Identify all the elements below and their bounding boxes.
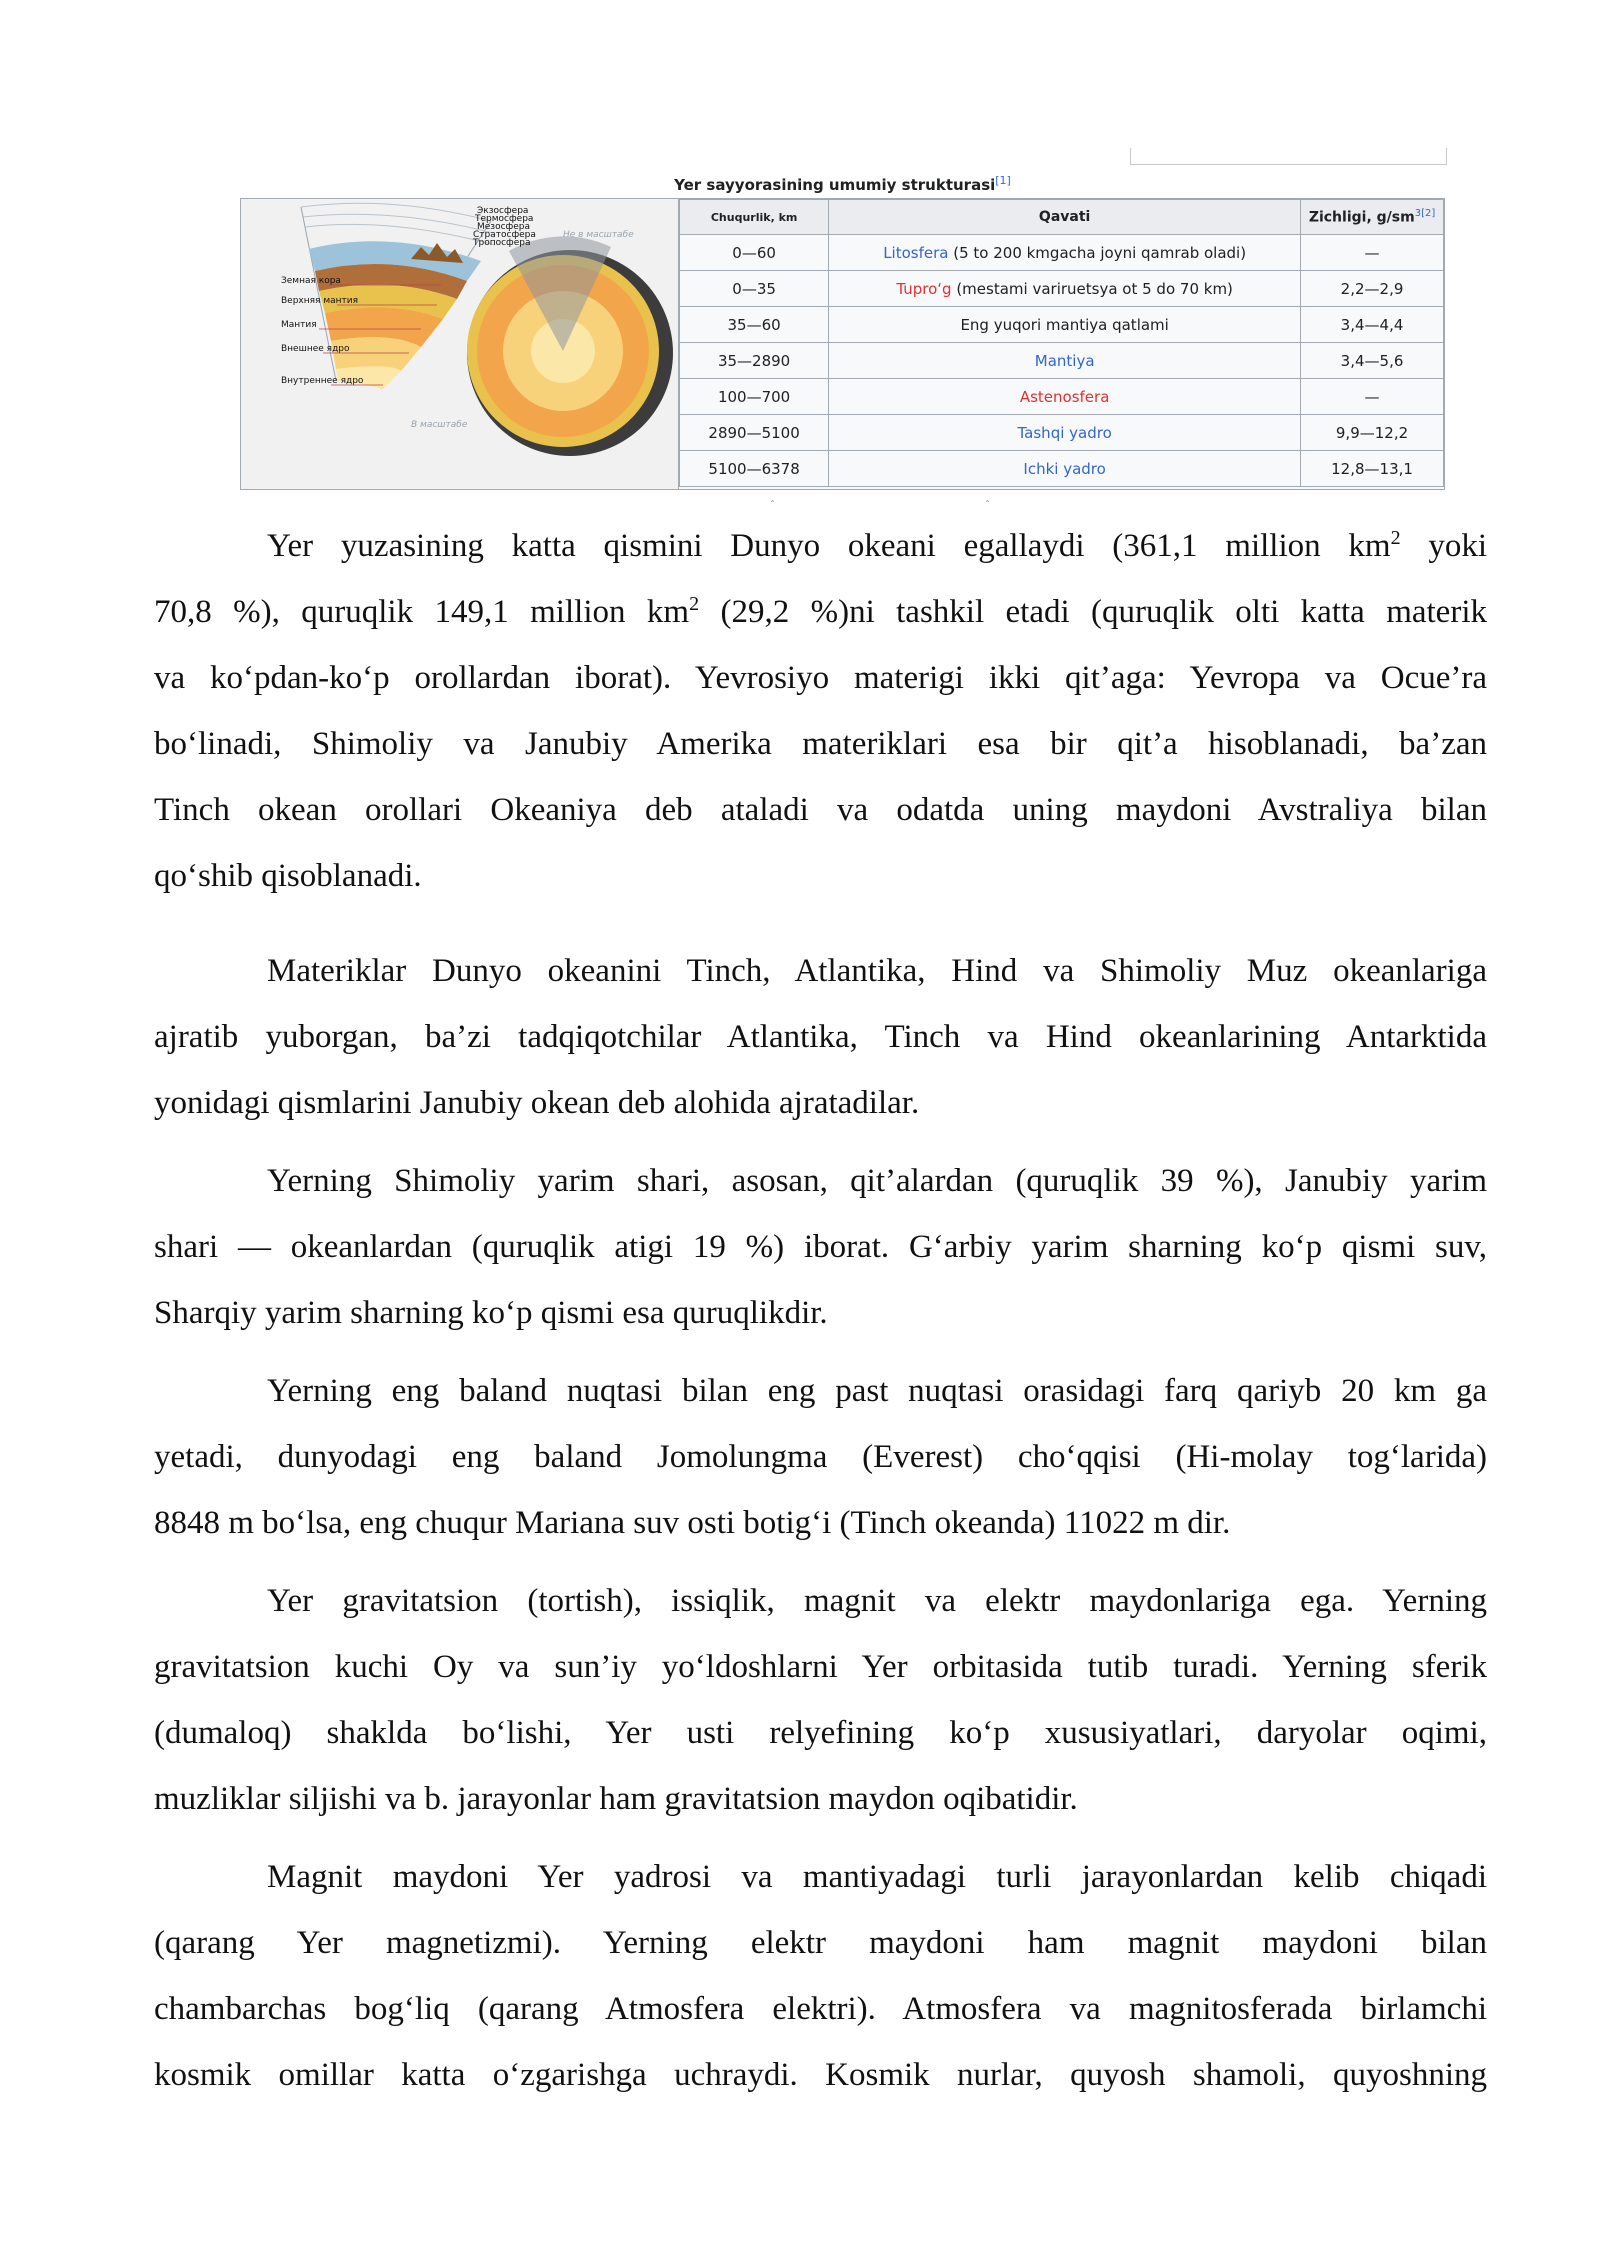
text-run: kosmik omillar katta o‘zgarishga uchraydi. Kosmik nurlar, quyosh shamoli, quyoshning [154,2057,1487,2093]
text-run: va ko‘pdan-ko‘p orollardan iborat). Yevrosiyo materigi ikki qit’aga: Yevropa va Ocue’ra [154,660,1487,696]
cell-depth: 35—2890 [680,343,829,379]
layer-link-outer-core[interactable]: Tashqi yadro [1017,423,1112,442]
earth-layers-table [679,199,1444,487]
text-run: Yerning eng baland nuqtasi bilan eng past nuqtasi orasidagi farq qariyb 20 km ga [267,1373,1487,1409]
table-row [680,379,1444,415]
text-run: yoki [1400,528,1488,564]
paragraph-3-line [154,1148,1487,1214]
caption-reference[interactable]: [1] [995,174,1011,187]
paragraph-1-line [154,579,1487,645]
paragraph-2-line [154,1070,1487,1136]
layer-link-asthenosphere[interactable]: Astenosfera [1019,387,1110,406]
paragraph-3-line [154,1214,1487,1280]
text-run: muzliklar siljishi va b. jarayonlar ham gravitatsion maydon oqibatidir. [154,1781,1078,1817]
earth-layers-illustration [241,199,679,489]
text-run: Yer yuzasining katta qismini Dunyo okeani egallaydi (361,1 million km [267,528,1391,564]
paragraph-5-line [154,1568,1487,1634]
header-depth: Chuqurlik, km [680,200,829,235]
paragraph-5-line [154,1766,1487,1832]
label-outer-core: Внешнее ядро [281,344,350,354]
cell-depth: 100—700 [680,379,829,415]
cell-density: 2,2—2,9 [1301,271,1444,307]
text-run: ajratib yuborgan, ba’zi tadqiqotchilar Atlantika, Tinch va Hind okeanlarining Antarktida [154,1019,1487,1055]
earth-structure-figure [240,148,1445,511]
table-row [680,415,1444,451]
cell-depth: 2890—5100 [680,415,829,451]
text-run: Tinch okean orollari Okeaniya deb ataladi va odatda uning maydoni Avstraliya bilan [154,792,1487,828]
density-reference[interactable]: [2] [1421,208,1436,220]
cell-density: 3,4—4,4 [1301,307,1444,343]
cell-density: — [1301,235,1444,271]
paragraph-6-line [154,2042,1487,2108]
label-to-scale: В масштабе [411,420,468,430]
cell-layer [829,379,1301,415]
label-stratosphere: Стратосфера [473,230,536,240]
cell-layer: Tupro‘g (mestami variruetsya ot 5 do 70 km) [829,271,1301,307]
cell-density: — [1301,379,1444,415]
cell-layer [829,451,1301,487]
header-density: Zichligi, $g/sm^{3[2]}$ [1301,200,1444,235]
paragraph-3-line [154,1280,1487,1346]
text-run: (dumaloq) shaklda bo‘lishi, Yer usti relyefining ko‘p xususiyatlari, daryolar oqimi, [154,1715,1487,1751]
paragraph-4-line [154,1358,1487,1424]
cell-depth: 0—35 [680,271,829,307]
figure-tick: ˆ [985,500,990,511]
text-run: qo‘shib qisoblanadi. [154,858,422,894]
label-mesosphere: Мезосфера [477,222,531,232]
text-run: chambarchas bog‘liq (qarang Atmosfera elektri). Atmosfera va magnitosferada birlamchi [154,1991,1487,2027]
figure-top-box [1130,148,1447,165]
label-upper-mantle: Верхняя мантия [281,296,359,306]
label-mantle: Мантия [281,320,317,330]
figure-tick: ˆ [770,500,775,511]
superscript: 2 [689,593,700,615]
earth-cross-section-svg [241,199,678,489]
label-crust: Земная кора [281,276,341,286]
superscript: 2 [1390,527,1401,549]
cell-layer: Litosfera (5 to 200 kmgacha joyni qamrab oladi) [829,235,1301,271]
table-row [680,307,1444,343]
cell-layer: Eng yuqori mantiya qatlami [829,307,1301,343]
figure-caption: Yer sayyorasining umumiy strukturasi[1] [674,174,1011,194]
cell-depth: 5100—6378 [680,451,829,487]
table-row [680,271,1444,307]
table-header-row [680,200,1444,235]
figure-frame [240,198,1445,490]
paragraph-1-line [154,645,1487,711]
cell-density: 3,4—5,6 [1301,343,1444,379]
paragraph-1-line [154,513,1487,579]
paragraph-5-line [154,1634,1487,1700]
cell-density: 9,9—12,2 [1301,415,1444,451]
label-thermosphere: Термосфера [475,214,534,224]
text-run: (qarang Yer magnetizmi). Yerning elektr maydoni ham magnit maydoni bilan [154,1925,1487,1961]
paragraph-2-line [154,938,1487,1004]
text-run: Sharqiy yarim sharning ko‘p qismi esa quruqlikdir. [154,1295,828,1331]
paragraph-1-line [154,777,1487,843]
header-layer: Qavati [829,200,1301,235]
cell-layer [829,415,1301,451]
text-run: Yerning Shimoliy yarim shari, asosan, qit’alardan (quruqlik 39 %), Janubiy yarim [267,1163,1487,1199]
layer-link-crust[interactable]: Tupro‘g [896,279,952,298]
paragraph-1-line [154,711,1487,777]
cell-depth: 35—60 [680,307,829,343]
text-run: 70,8 %), quruqlik 149,1 million km [154,594,690,630]
text-run: 8848 m bo‘lsa, eng chuqur Mariana suv osti botig‘i (Tinch okeanda) 11022 m dir. [154,1505,1231,1541]
table-row [680,451,1444,487]
text-run: yetadi, dunyodagi eng baland Jomolungma (Everest) cho‘qqisi (Hi-molay tog‘larida) [154,1439,1487,1475]
paragraph-4-line [154,1424,1487,1490]
paragraph-5-line [154,1700,1487,1766]
layer-link-lithosphere[interactable]: Litosfera [883,243,949,262]
text-run: Materiklar Dunyo okeanini Tinch, Atlantika, Hind va Shimoliy Muz okeanlariga [267,953,1487,989]
text-run: shari — okeanlardan (quruqlik atigi 19 %) iborat. G‘arbiy yarim sharning ko‘p qismi suv, [154,1229,1487,1265]
paragraph-2-line [154,1004,1487,1070]
table-row [680,235,1444,271]
paragraph-1-line [154,843,1487,909]
paragraph-4-line [154,1490,1487,1556]
text-run: Yer gravitatsion (tortish), issiqlik, magnit va elektr maydonlariga ega. Yerning [267,1583,1487,1619]
cell-layer [829,343,1301,379]
text-run: bo‘linadi, Shimoliy va Janubiy Amerika materiklari esa bir qit’a hisoblanadi, ba’zan [154,726,1487,762]
layer-link-inner-core[interactable]: Ichki yadro [1023,459,1106,478]
table-row [680,343,1444,379]
text-run: Magnit maydoni Yer yadrosi va mantiyadagi turli jarayonlardan kelib chiqadi [267,1859,1487,1895]
cell-density: 12,8—13,1 [1301,451,1444,487]
label-exosphere: Экзосфера [477,206,529,216]
cell-depth: 0—60 [680,235,829,271]
label-troposphere: Тропосфера [473,238,531,248]
paragraph-6-line [154,1910,1487,1976]
text-run: gravitatsion kuchi Oy va sun’iy yo‘ldoshlarni Yer orbitasida tutib turadi. Yerning sferik [154,1649,1487,1685]
label-not-to-scale: Не в масштабе [563,230,634,240]
label-inner-core: Внутреннее ядро [281,376,364,386]
paragraph-6-line [154,1976,1487,2042]
layer-link-mantle[interactable]: Mantiya [1034,351,1095,370]
text-run: yonidagi qismlarini Janubiy okean deb alohida ajratadilar. [154,1085,920,1121]
paragraph-6-line [154,1844,1487,1910]
text-run: (29,2 %)ni tashkil etadi (quruqlik olti katta materik [699,594,1487,630]
